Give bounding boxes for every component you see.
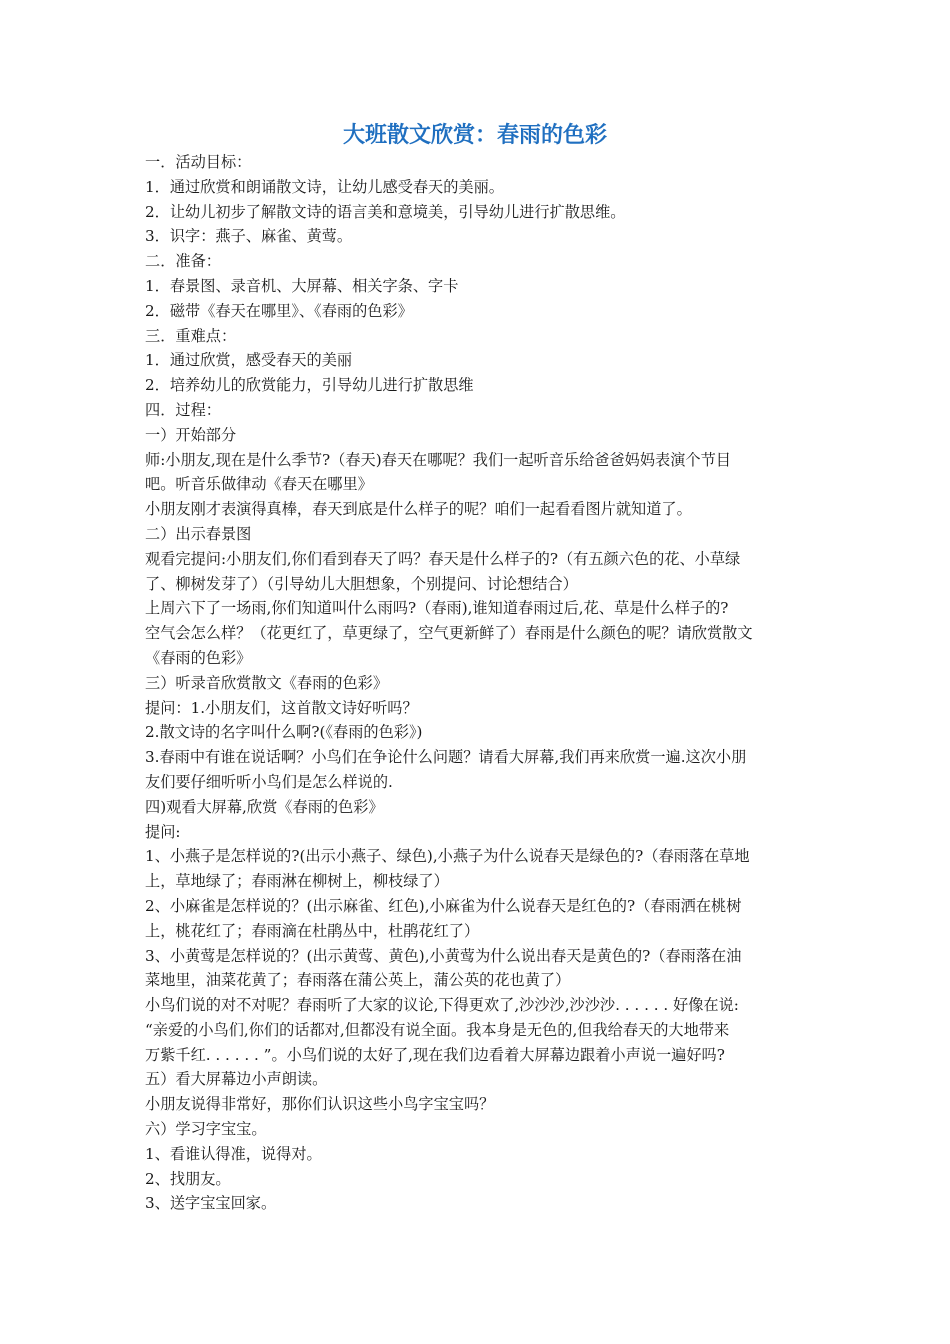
- body-line: 上周六下了一场雨,你们知道叫什么雨吗?（春雨),谁知道春雨过后,花、草是什么样子的?: [145, 599, 729, 618]
- body-line: 3．识字：燕子、麻雀、黄莺。: [145, 227, 353, 246]
- body-line: 小朋友说得非常好，那你们认识这些小鸟字宝宝吗？: [145, 1095, 495, 1114]
- body-line: 1、看谁认得准，说得对。: [145, 1144, 322, 1163]
- body-line: 三）听录音欣赏散文《春雨的色彩》: [145, 673, 388, 692]
- body-line: 1、小燕子是怎样说的?(出示小燕子、绿色),小燕子为什么说春天是绿色的?（春雨落在草地: [145, 847, 750, 866]
- body-line: 菜地里，油菜花黄了；春雨落在蒲公英上，蒲公英的花也黄了）: [145, 971, 571, 990]
- body-line: 了、柳树发芽了）（引导幼儿大胆想象，个别提问、讨论想结合）: [145, 574, 578, 593]
- body-line: 2.散文诗的名字叫什么啊?(《春雨的色彩》): [145, 723, 423, 742]
- document-body: [145, 150, 810, 1216]
- body-line: 2．磁带《春天在哪里》、《春雨的色彩》: [145, 301, 413, 320]
- body-line: 上，草地绿了；春雨淋在柳树上，柳枝绿了）: [145, 872, 449, 891]
- body-line: 提问：1.小朋友们，这首散文诗好听吗？: [145, 698, 418, 717]
- body-line: 2、小麻雀是怎样说的？(出示麻雀、红色),小麻雀为什么说春天是红色的?（春雨洒在桃树: [145, 896, 742, 915]
- body-line: 空气会怎么样？（花更红了，草更绿了，空气更新鲜了）春雨是什么颜色的呢？请欣赏散文: [145, 624, 753, 643]
- body-line: 四)观看大屏幕,欣赏《春雨的色彩》: [145, 797, 384, 816]
- body-line: 四．过程：: [145, 400, 221, 419]
- body-line: 二．准备：: [145, 252, 221, 271]
- body-line: 观看完提问:小朋友们,你们看到春天了吗？春天是什么样子的?（有五颜六色的花、小草绿: [145, 549, 741, 568]
- body-line: 五）看大屏幕边小声朗读。: [145, 1070, 328, 1089]
- body-line: 万紫千红. . . . . . ”。小鸟们说的太好了,现在我们边看着大屏幕边跟着小声说一遍好吗?: [145, 1045, 725, 1064]
- body-line: 吧。听音乐做律动《春天在哪里》: [145, 475, 373, 494]
- body-line: 师:小朋友,现在是什么季节?（春天)春天在哪呢？我们一起听音乐给爸爸妈妈表演个节目: [145, 450, 731, 469]
- body-line: 六）学习字宝宝。: [145, 1120, 267, 1139]
- body-line: 二）出示春景图: [145, 524, 252, 543]
- body-line: 《春雨的色彩》: [145, 648, 252, 667]
- body-line: 2、找朋友。: [145, 1169, 231, 1188]
- body-line: 小朋友刚才表演得真棒，春天到底是什么样子的呢？咱们一起看看图片就知道了。: [145, 500, 692, 519]
- body-line: 3、小黄莺是怎样说的？(出示黄莺、黄色),小黄莺为什么说出春天是黄色的?（春雨落在油: [145, 946, 742, 965]
- document-title: 大班散文欣赏：春雨的色彩: [342, 122, 607, 148]
- body-line: 1．春景图、录音机、大屏幕、相关字条、字卡: [145, 276, 459, 295]
- body-line: 3.春雨中有谁在说话啊？小鸟们在争论什么问题？请看大屏幕,我们再来欣赏一遍.这次小朋: [145, 748, 747, 767]
- body-line: “亲爱的小鸟们,你们的话都对,但都没有说全面。我本身是无色的,但我给春天的大地带来: [145, 1020, 730, 1039]
- body-line: 一．活动目标：: [145, 153, 252, 171]
- body-line: 三．重难点：: [145, 326, 237, 345]
- body-line: 一）开始部分: [145, 425, 237, 444]
- body-line: 2．让幼儿初步了解散文诗的语言美和意境美，引导幼儿进行扩散思维。: [145, 202, 626, 221]
- body-line: 小鸟们说的对不对呢？春雨听了大家的议论,下得更欢了,沙沙沙,沙沙沙. . . . . . 好像在说:: [145, 996, 739, 1015]
- body-line: 友们要仔细听听小鸟们是怎么样说的.: [145, 772, 393, 791]
- body-line: 提问:: [145, 822, 181, 841]
- body-line: 1．通过欣赏和朗诵散文诗，让幼儿感受春天的美丽。: [145, 177, 504, 196]
- body-line: 2．培养幼儿的欣赏能力，引导幼儿进行扩散思维: [145, 376, 474, 395]
- body-line: 3、送字宝宝回家。: [145, 1194, 277, 1213]
- body-line: 上，桃花红了；春雨滴在杜鹃丛中，杜鹃花红了）: [145, 921, 480, 940]
- body-line: 1．通过欣赏，感受春天的美丽: [145, 351, 353, 370]
